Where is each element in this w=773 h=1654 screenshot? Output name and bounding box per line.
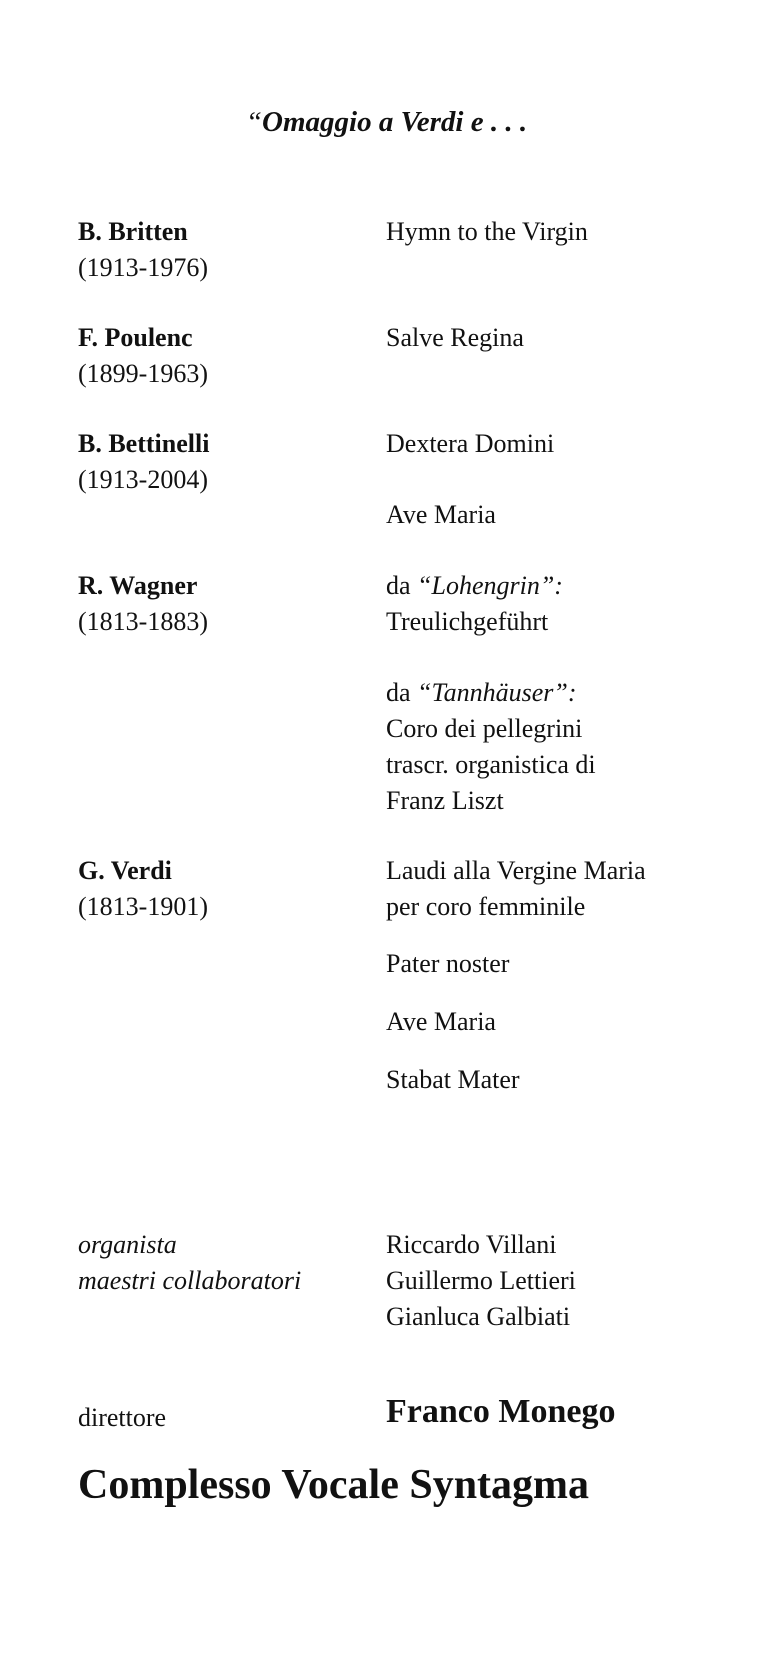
composer-name: B. Britten <box>78 217 188 246</box>
work-ave-maria-verdi <box>386 1004 496 1040</box>
work-title: Ave Maria <box>386 1007 496 1036</box>
work-title: Coro dei pellegrini <box>386 714 583 743</box>
work-dextera-domini <box>386 426 554 462</box>
performer-name: Guillermo Lettieri <box>386 1266 576 1295</box>
composer-wagner <box>78 568 208 640</box>
work-ave-maria-bettinelli <box>386 497 496 533</box>
composer-name: B. Bettinelli <box>78 429 210 458</box>
ensemble-name: Complesso Vocale Syntagma <box>78 1462 590 1508</box>
composer-poulenc <box>78 320 208 392</box>
composer-name: R. Wagner <box>78 571 198 600</box>
work-note: Franz Liszt <box>386 786 504 815</box>
performer-name: Riccardo Villani <box>386 1230 557 1259</box>
work-title: Pater noster <box>386 949 510 978</box>
work-prefix: da <box>386 571 418 600</box>
performer-name: Gianluca Galbiati <box>386 1302 571 1331</box>
composer-dates: (1913-2004) <box>78 465 208 494</box>
role-organista: organista <box>78 1230 177 1259</box>
composer-dates: (1813-1901) <box>78 892 208 921</box>
work-title: Ave Maria <box>386 500 496 529</box>
work-stabat-mater <box>386 1062 520 1098</box>
composer-name: F. Poulenc <box>78 323 193 352</box>
work-title: Salve Regina <box>386 323 524 352</box>
composer-bettinelli <box>78 426 209 498</box>
work-salve-regina <box>386 320 524 356</box>
composer-dates: (1913-1976) <box>78 253 208 282</box>
director-name: Franco Monego <box>386 1393 616 1430</box>
work-title: Dextera Domini <box>386 429 555 458</box>
work-tannhauser <box>386 675 596 819</box>
work-note: per coro femminile <box>386 892 586 921</box>
composer-name: G. Verdi <box>78 856 172 885</box>
composer-dates: (1899-1963) <box>78 359 208 388</box>
work-lohengrin <box>386 568 563 640</box>
work-note: trascr. organistica di <box>386 750 596 779</box>
work-title: Stabat Mater <box>386 1065 520 1094</box>
program-title: “Omaggio a Verdi e . . . <box>245 106 528 138</box>
work-hymn-to-the-virgin <box>386 214 588 250</box>
composer-britten <box>78 214 208 286</box>
director-label: direttore <box>78 1403 167 1432</box>
work-title: Laudi alla Vergine Maria <box>386 856 646 885</box>
work-prefix: da <box>386 678 418 707</box>
composer-dates: (1813-1883) <box>78 607 208 636</box>
work-laudi-alla-vergine-maria <box>386 853 646 925</box>
composer-verdi <box>78 853 208 925</box>
work-pater-noster <box>386 946 509 982</box>
work-source: “Tannhäuser”: <box>417 678 577 707</box>
role-maestri-collaboratori: maestri collaboratori <box>78 1266 302 1295</box>
work-title: Treulichgeführt <box>386 607 549 636</box>
work-title: Hymn to the Virgin <box>386 217 588 246</box>
work-source: “Lohengrin”: <box>417 571 563 600</box>
performer-names <box>386 1227 576 1335</box>
performer-roles <box>78 1227 301 1299</box>
